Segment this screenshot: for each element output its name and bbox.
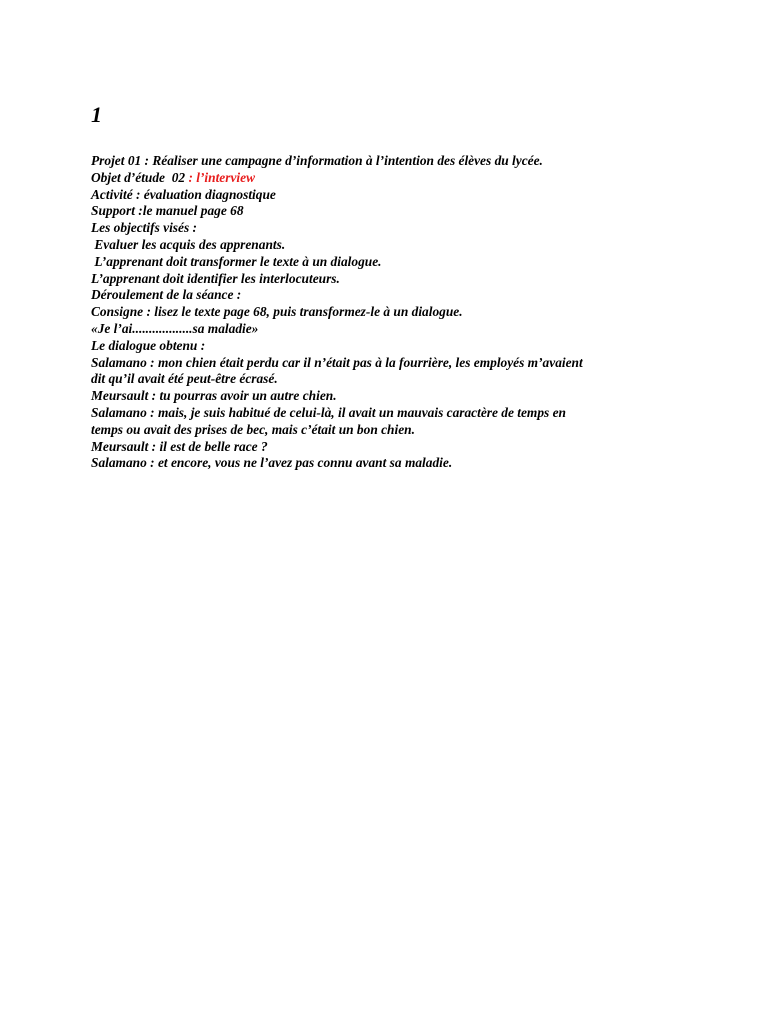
objet-line bbox=[91, 170, 691, 187]
consigne-line: Consigne : lisez le texte page 68, puis transformez-le à un dialogue. bbox=[91, 304, 463, 320]
dialogue-title: Le dialogue obtenu : bbox=[91, 337, 206, 353]
objectifs-title: Les objectifs visés : bbox=[91, 220, 197, 236]
objectif-item: L’apprenant doit identifier les interlocuteurs. bbox=[91, 270, 340, 286]
objectif-item: L’apprenant doit transformer le texte à un dialogue. bbox=[91, 253, 382, 269]
deroulement-title: Déroulement de la séance : bbox=[91, 287, 242, 303]
dialogue-line: Meursault : il est de belle race ? bbox=[91, 438, 268, 454]
dialogue-line: Meursault : tu pourras avoir un autre chien. bbox=[91, 388, 337, 404]
dialogue-line: Salamano : et encore, vous ne l’avez pas connu avant sa maladie. bbox=[91, 455, 453, 471]
objet-label: Objet d’étude 02 bbox=[91, 169, 189, 185]
page-number: 1 bbox=[91, 102, 102, 127]
activite-line: Activité : évaluation diagnostique bbox=[91, 186, 276, 202]
dialogue-line: Salamano : mais, je suis habitué de celui-là, il avait un mauvais caractère de temps en bbox=[91, 404, 566, 420]
dialogue-line: temps ou avait des prises de bec, mais c’était un bon chien. bbox=[91, 421, 415, 437]
objet-value: : l’interview bbox=[188, 169, 256, 185]
dialogue-line: dit qu’il avait été peut-être écrasé. bbox=[91, 371, 278, 387]
document-body bbox=[91, 153, 691, 472]
citation-line: «Je l’ai..................sa maladie» bbox=[91, 320, 259, 336]
projet-line: Projet 01 : Réaliser une campagne d’information à l’intention des élèves du lycée. bbox=[91, 153, 543, 168]
objectif-item: Evaluer les acquis des apprenants. bbox=[91, 236, 286, 252]
dialogue-line: Salamano : mon chien était perdu car il n’était pas à la fourrière, les employés m’avaient bbox=[91, 354, 583, 370]
support-line: Support :le manuel page 68 bbox=[91, 203, 244, 219]
